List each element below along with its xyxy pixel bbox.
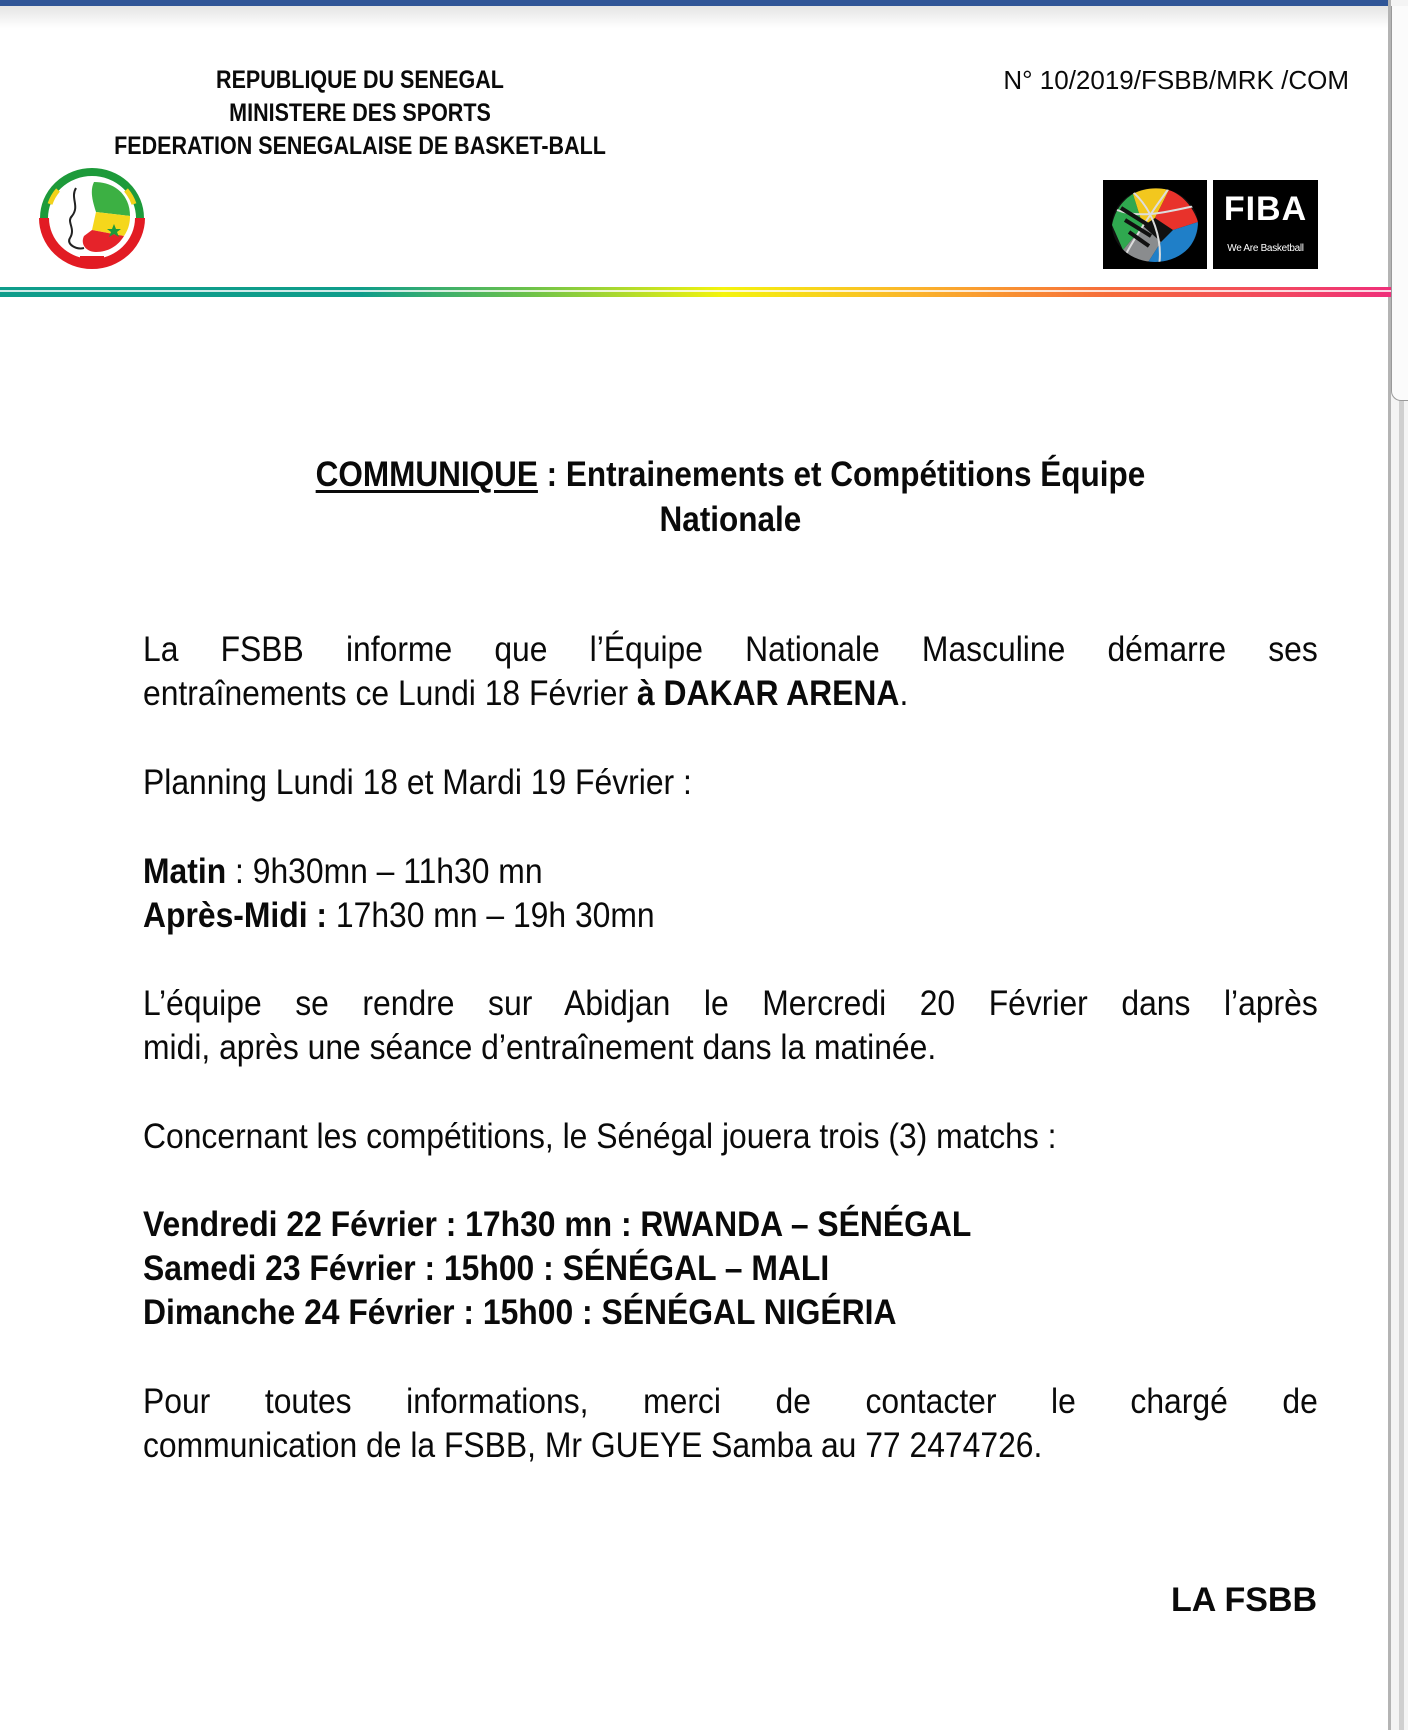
fsbb-logo-icon: [36, 164, 148, 272]
schedule-morning: [143, 850, 1212, 894]
fiba-ball-icon: [1103, 180, 1207, 269]
title-communique: COMMUNIQUE: [315, 455, 538, 494]
letterhead-ministry: MINISTERE DES SPORTS: [229, 99, 491, 127]
fiba-tagline: We Are Basketball: [1227, 243, 1304, 254]
intro-paragraph: [143, 628, 1318, 716]
travel-paragraph: [143, 982, 1318, 1070]
signature: LA FSBB: [1170, 1581, 1317, 1619]
side-panel: [1391, 6, 1408, 401]
reference-number: N° 10/2019/FSBB/MRK /COM: [1003, 65, 1349, 95]
match-list: [143, 1203, 1212, 1335]
schedule-afternoon-time: 17h30 mn – 19h 30mn: [335, 896, 655, 935]
title-subject: : Entrainements et Compétitions Équipe: [537, 455, 1146, 494]
contact-line1: Pour toutes informations, merci de contacter le chargé de: [143, 1382, 1318, 1421]
planning-heading: Planning Lundi 18 et Mardi 19 Février :: [143, 763, 692, 802]
schedule-morning-label: Matin: [143, 852, 227, 891]
rainbow-divider-highlight: [0, 290, 1391, 292]
schedule-afternoon-label: Après-Midi :: [143, 896, 328, 935]
letterhead: [102, 64, 618, 163]
intro-line2-start: entraînements ce Lundi 18 Février: [143, 674, 637, 713]
letterhead-republic: REPUBLIQUE DU SENEGAL: [216, 66, 504, 94]
contact-paragraph: [143, 1380, 1318, 1468]
fiba-name: FIBA: [1223, 190, 1308, 228]
fiba-logo: [1103, 180, 1318, 269]
competitions-heading: Concernant les compétitions, le Sénégal jouera trois (3) matchs :: [143, 1117, 1057, 1156]
contact-line2: communication de la FSBB, Mr GUEYE Samba au 77 2474726.: [143, 1426, 1043, 1465]
scrollbar[interactable]: [1399, 401, 1404, 1730]
fiba-wordmark: [1213, 180, 1318, 269]
page-title: [202, 452, 1260, 542]
schedule-morning-time: 9h30mn – 11h30 mn: [252, 852, 543, 891]
title-line2: Nationale: [659, 500, 802, 539]
schedule-list: [143, 850, 1212, 938]
intro-line1: La FSBB informe que l’Équipe Nationale Masculine démarre ses: [143, 630, 1318, 669]
travel-line1: L’équipe se rendre sur Abidjan le Mercredi 20 Février dans l’après: [143, 984, 1318, 1023]
schedule-afternoon: [143, 894, 1212, 938]
schedule-sep: :: [226, 852, 253, 891]
match-1: Vendredi 22 Février : 17h30 mn : RWANDA – SÉNÉGAL: [143, 1205, 972, 1244]
intro-location: à DAKAR ARENA: [636, 674, 900, 713]
top-shadow: [0, 6, 1388, 28]
letterhead-federation: FEDERATION SENEGALAISE DE BASKET-BALL: [114, 132, 606, 160]
rainbow-divider: [0, 287, 1391, 297]
match-2: Samedi 23 Février : 15h00 : SÉNÉGAL – MALI: [143, 1249, 830, 1288]
intro-line2-end: .: [899, 674, 909, 713]
travel-line2: midi, après une séance d’entraînement dans la matinée.: [143, 1028, 937, 1067]
schedule-sep: [327, 896, 336, 935]
match-3: Dimanche 24 Février : 15h00 : SÉNÉGAL NIGÉRIA: [143, 1293, 897, 1332]
